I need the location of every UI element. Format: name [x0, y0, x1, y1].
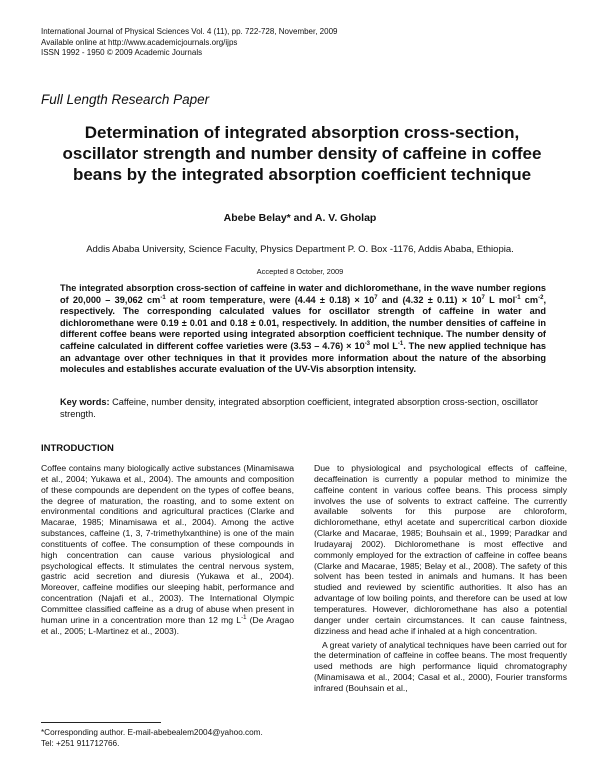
right-paragraph-2: A great variety of analytical techniques have been carried out for the determination of caffeine in coffee beans. The most frequently used methods are high performance liquid chromatography (Minamisawa et al., 2004; Casal et al., 2000), Fourier transforms infrared (Bouhsain et al., — [314, 639, 567, 693]
abstract-text: . The new applied technique has an advantage over other techniques in that it provides more information about the nature of the absorbing molecules and establishes accurate evaluation of the UV-Vis absorption intensity. — [60, 340, 546, 375]
abstract-text: and (4.32 ± 0.11) × 10 — [377, 294, 482, 305]
footnote-divider — [41, 722, 161, 723]
abstract-sup: -1 — [160, 294, 166, 301]
paragraph-text: Coffee contains many biologically active substances (Minamisawa et al., 2004; Yukawa et al., 2004). The amounts and composition of these compounds are dependent on the types of coffee beans, the degree of maturation, the roasting, and to some extent on environmental conditions and agricultural practices (Clarke and Macarae, 1985; Minamisawa et al., 2004). Among the active substances, caffeine (1, 3, 7-trimethylxanthine) is one of the main constituents of coffee. The consumption of these compounds in high concentration can cause various physiological and psychological effects. It stimulates the central nervous system, gastric acid secretion and diuresis (Yukawa et al., 2004). Moreover, caffeine modifies our sleeping habit, performance and concentration (Najafi et al., 2003). The International Olympic Committee classified caffeine as a drug of abuse when present in human urine in a concentration more than 12 mg L — [41, 463, 294, 625]
journal-citation: International Journal of Physical Sciences Vol. 4 (11), pp. 722-728, November, 2009 — [41, 27, 338, 36]
abstract-text: The integrated absorption cross-section of caffeine in water and dichloromethane, in the wave number regions of 20,000 – 39,062 cm — [60, 283, 546, 305]
journal-header — [41, 27, 337, 59]
abstract-text: cm — [520, 294, 539, 305]
paper-title: Determination of integrated absorption cross-section, oscillator strength and number density of caffeine in coffee beans by the integrated absorption coefficient technique — [62, 123, 542, 184]
keywords — [60, 397, 546, 420]
footnote — [41, 728, 301, 749]
abstract-sup: -3 — [364, 340, 371, 347]
authors: Abebe Belay* and A. V. Gholap — [223, 212, 377, 224]
abstract-sup: -1 — [397, 340, 404, 347]
left-paragraph-1 — [41, 463, 294, 637]
abstract-text: L mol — [484, 294, 516, 305]
footnote-phone: Tel: +251 911712766. — [41, 738, 120, 748]
keywords-text: Caffeine, number density, integrated absorption coefficient, integrated absorption cross-section, oscillator strength. — [60, 397, 539, 419]
section-heading-introduction: INTRODUCTION — [41, 443, 114, 454]
abstract-sup: -2 — [538, 294, 544, 301]
right-column — [314, 463, 567, 694]
keywords-label: Key words: — [60, 397, 110, 407]
paragraph-text: (De Aragao et al., 2005; L-Martinez et al., 2003). — [41, 614, 294, 636]
abstract — [60, 283, 546, 376]
right-paragraph-1: Due to physiological and psychological effects of caffeine, decaffeination is currently a popular method to minimize the caffeine content in various coffee beans. This process simply involves the use of solvents to extract caffeine. The currently available solvents for this purpose are chloroform, dichloromethane, ethyl acetate and supercritical carbon dioxide (Clarke and Macarae, 1985; Bouhsain et al., 1999; Paradkar and Irudayaraj 2002). Dichloromethane is most effective and commonly employed for the extraction of caffeine in coffee beans (Clarke and Macarae, 1985; Belay et al., 2008). The safety of this solvent has been tested in animals and humans. It has been studied and reviewed by scientific authorities. It also has an advantage of low boiling points, and therefore can be used at low temperatures. However, dichloromethane has also a potential danger under certain circumstances. It can cause faintness, dizziness and head ache if inhaled at a high concentration. — [314, 463, 567, 636]
journal-issn: ISSN 1992 - 1950 © 2009 Academic Journals — [41, 48, 203, 57]
abstract-text: mol L — [370, 340, 398, 351]
footnote-email: *Corresponding author. E-mail-abebealem2004@yahoo.com. — [41, 728, 263, 737]
abstract-sup: 7 — [374, 294, 378, 301]
accepted-date: Accepted 8 October, 2009 — [256, 267, 344, 276]
journal-url: Available online at http://www.academicjournals.org/ijps — [41, 37, 238, 47]
left-column — [41, 463, 294, 637]
paragraph-sup: -1 — [241, 614, 247, 621]
abstract-text: at room temperature, were (4.44 ± 0.18) × 10 — [165, 294, 375, 305]
abstract-text: , respectively. The corresponding calculated values for oscillator strength of caffeine in water and dichloromethane were 0.19 ± 0.01 and 0.18 ± 0.01, respectively. In addition, the number densities of caffeine in different coffee beans were reported using integrated absorption coefficient technique. The number density of caffeine calculated in different coffee varieties were (3.53 – 4.76) × 10 — [60, 294, 546, 351]
abstract-sup: 7 — [481, 294, 485, 301]
paper-type: Full Length Research Paper — [41, 92, 210, 107]
abstract-sup: -1 — [515, 294, 521, 301]
affiliation: Addis Ababa University, Science Faculty, Physics Department P. O. Box -1176, Addis Ababa, Ethiopia. — [86, 244, 514, 255]
